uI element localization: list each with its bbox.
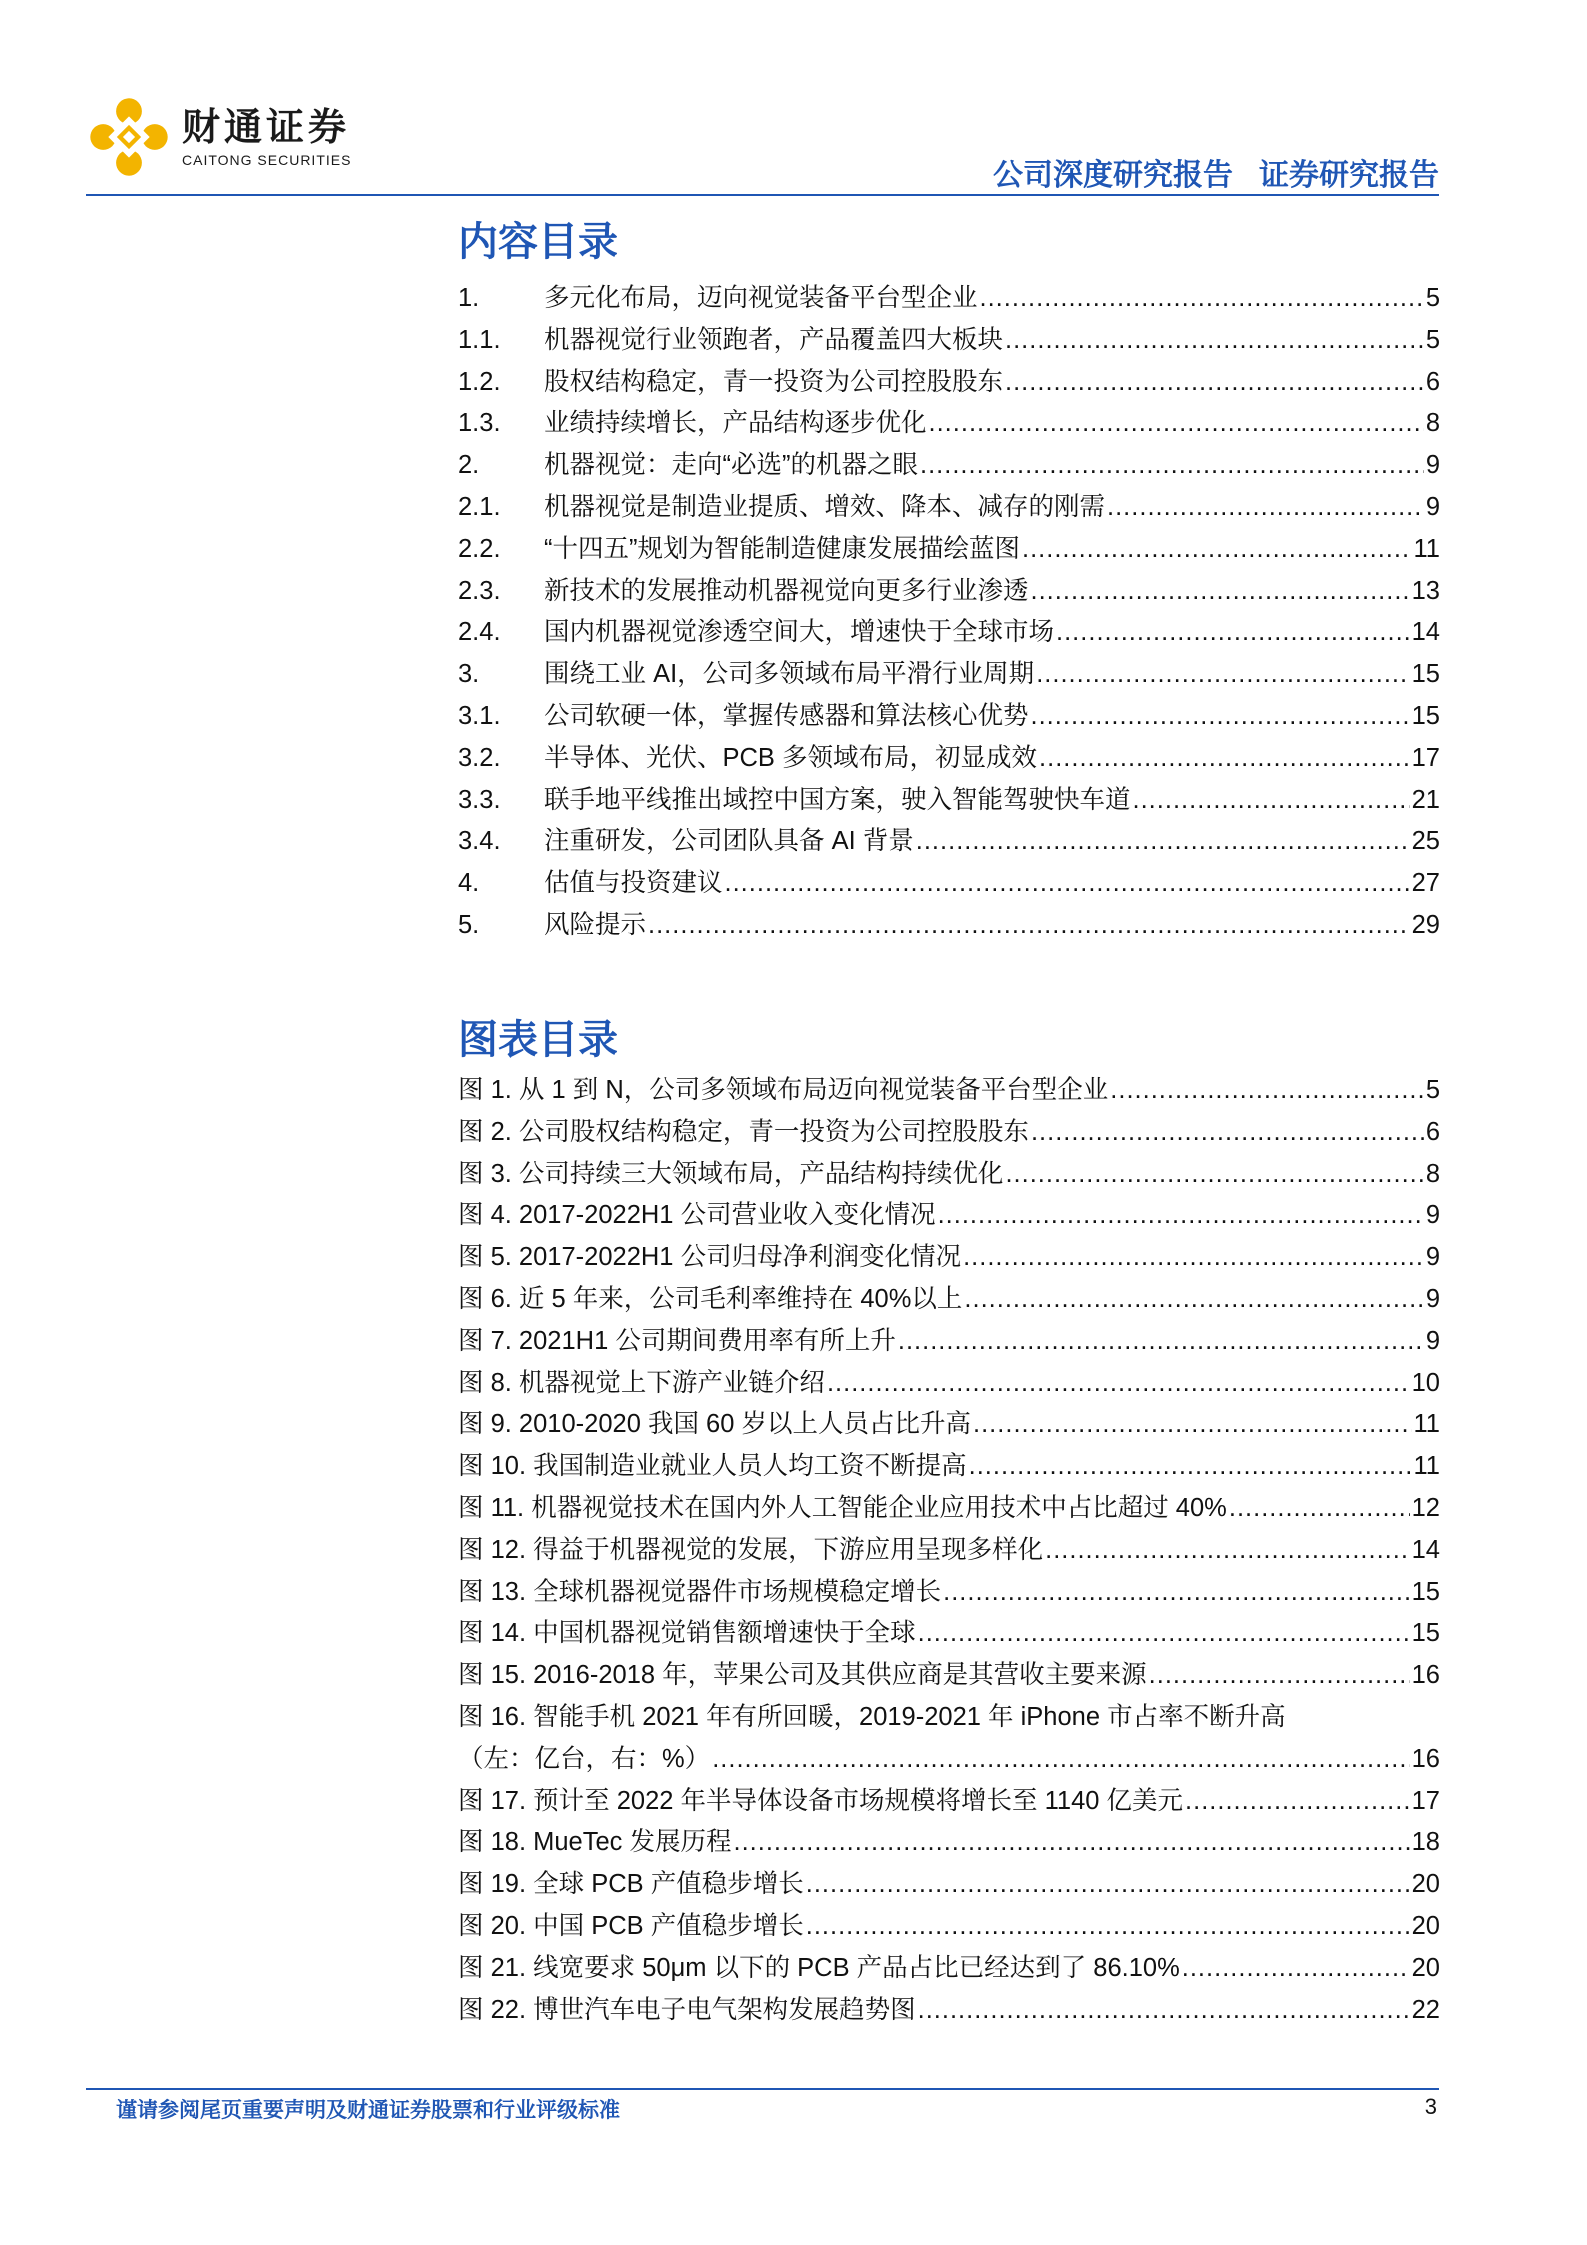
toc-entry-number: 2. <box>458 451 480 480</box>
figure-entry-page: 8 <box>1425 1159 1440 1188</box>
figure-entry[interactable] <box>458 1948 1440 1990</box>
figure-entry-title-line1: 图 16. 智能手机 2021 年有所回暖，2019-2021 年 iPhone 市占率不断升高 <box>458 1702 1286 1731</box>
figure-entry-page: 20 <box>1411 1953 1440 1982</box>
figure-entry[interactable] <box>458 1363 1440 1405</box>
toc-leader-dots <box>1005 1154 1423 1196</box>
figure-entry-title: 图 21. 线宽要求 50μm 以下的 PCB 产品占比已经达到了 86.10% <box>458 1953 1180 1982</box>
figure-entry-page: 11 <box>1413 1452 1440 1481</box>
figure-entry-title: 图 3. 公司持续三大领域布局，产品结构持续优化 <box>458 1159 1004 1188</box>
figure-entry-page: 9 <box>1425 1284 1440 1313</box>
figure-entry-title: 图 1. 从 1 到 N，公司多领域布局迈向视觉装备平台型企业 <box>458 1076 1109 1104</box>
figure-entry[interactable] <box>458 1864 1440 1906</box>
toc-entry-title: 机器视觉行业领跑者，产品覆盖四大板块 <box>544 325 1004 354</box>
toc-entry[interactable] <box>458 487 1440 529</box>
toc-entry-title: 机器视觉：走向“必选”的机器之眼 <box>544 451 918 480</box>
toc-leader-dots <box>973 1404 1412 1446</box>
toc-leader-dots <box>1036 654 1409 696</box>
toc-leader-dots <box>898 1321 1424 1363</box>
figure-entry-page: 18 <box>1411 1828 1440 1857</box>
figure-entry-page: 5 <box>1425 1076 1440 1104</box>
toc-leader-dots <box>1022 529 1412 571</box>
contents-list <box>458 278 1440 947</box>
toc-entry-title: 联手地平线推出域控中国方案，驶入智能驾驶快车道 <box>544 785 1131 814</box>
figure-entry-page: 16 <box>1411 1661 1440 1690</box>
toc-entry-page: 8 <box>1425 409 1440 438</box>
figure-entry-page: 17 <box>1411 1786 1440 1815</box>
toc-entry[interactable] <box>458 571 1440 613</box>
toc-leader-dots <box>1107 487 1424 529</box>
toc-leader-dots <box>712 1739 1409 1781</box>
toc-leader-dots <box>734 1822 1410 1864</box>
figure-entry-title: 图 11. 机器视觉技术在国内外人工智能企业应用技术中占比超过 40% <box>458 1493 1227 1522</box>
figure-entry[interactable] <box>458 1154 1440 1196</box>
toc-entry[interactable] <box>458 612 1440 654</box>
toc-leader-dots <box>806 1906 1410 1948</box>
figure-entry[interactable] <box>458 1572 1440 1614</box>
toc-entry-title: 估值与投资建议 <box>544 869 723 898</box>
toc-entry-page: 5 <box>1425 284 1440 312</box>
toc-entry-number: 1.3. <box>458 409 501 438</box>
toc-entry[interactable] <box>458 696 1440 738</box>
toc-entry-page: 25 <box>1411 827 1440 856</box>
footer-divider <box>86 2088 1439 2090</box>
figure-entry-title: 图 7. 2021H1 公司期间费用率有所上升 <box>458 1326 896 1355</box>
toc-entry[interactable] <box>458 738 1440 780</box>
toc-leader-dots <box>938 1195 1424 1237</box>
figure-entry-title: 图 15. 2016-2018 年，苹果公司及其供应商是其营收主要来源 <box>458 1661 1147 1690</box>
toc-entry-page: 15 <box>1411 660 1440 689</box>
toc-entry-number: 3.1. <box>458 701 501 730</box>
figures-list <box>458 1070 1440 2031</box>
figure-entry[interactable] <box>458 1237 1440 1279</box>
header-divider <box>86 194 1439 196</box>
figure-entry-title: 图 18. MueTec 发展历程 <box>458 1828 732 1857</box>
toc-entry[interactable] <box>458 403 1440 445</box>
figure-entry-page: 9 <box>1425 1243 1440 1272</box>
toc-leader-dots <box>1031 696 1410 738</box>
figure-entry-continued <box>458 1739 1440 1781</box>
figure-entry-title: 图 17. 预计至 2022 年半导体设备市场规模将增长至 1140 亿美元 <box>458 1786 1184 1815</box>
toc-entry[interactable] <box>458 445 1440 487</box>
figure-entry-title: 图 19. 全球 PCB 产值稳步增长 <box>458 1870 804 1899</box>
toc-entry-page: 9 <box>1425 492 1440 521</box>
figure-entry-title: 图 9. 2010-2020 我国 60 岁以上人员占比升高 <box>458 1410 972 1439</box>
toc-entry-title: 围绕工业 AI，公司多领域布局平滑行业周期 <box>544 660 1035 689</box>
toc-entry[interactable] <box>458 863 1440 905</box>
toc-leader-dots <box>1110 1070 1424 1112</box>
figure-entry[interactable] <box>458 1530 1440 1572</box>
toc-leader-dots <box>1182 1948 1410 1990</box>
figure-entry[interactable] <box>458 1488 1440 1530</box>
report-type: 公司深度研究报告 <box>993 159 1233 192</box>
toc-entry-number: 3.2. <box>458 743 501 772</box>
contents-title: 内容目录 <box>458 220 618 264</box>
toc-leader-dots <box>1039 738 1410 780</box>
toc-leader-dots <box>1185 1781 1410 1823</box>
toc-entry-title: 半导体、光伏、PCB 多领域布局，初显成效 <box>544 743 1038 772</box>
figure-entry[interactable] <box>458 1321 1440 1363</box>
figure-entry-page: 16 <box>1411 1744 1440 1773</box>
figure-entry-page: 20 <box>1411 1911 1440 1940</box>
figure-entry-page: 12 <box>1411 1493 1440 1522</box>
toc-entry-number: 2.4. <box>458 618 501 647</box>
toc-entry-title: 业绩持续增长，产品结构逐步优化 <box>544 409 927 438</box>
figure-entry[interactable] <box>458 1404 1440 1446</box>
report-header <box>993 150 1439 194</box>
toc-entry-page: 13 <box>1411 576 1440 605</box>
figure-entry-page: 20 <box>1411 1870 1440 1899</box>
toc-leader-dots <box>943 1572 1410 1614</box>
toc-leader-dots <box>918 1990 1410 2032</box>
figure-entry[interactable] <box>458 1990 1440 2032</box>
toc-entry-page: 5 <box>1425 325 1440 354</box>
toc-leader-dots <box>1045 1530 1410 1572</box>
figure-entry[interactable] <box>458 1112 1440 1154</box>
toc-entry-title: 多元化布局，迈向视觉装备平台型企业 <box>544 284 978 312</box>
toc-entry-title: 注重研发，公司团队具备 AI 背景 <box>544 827 914 856</box>
toc-entry-title: 公司软硬一体，掌握传感器和算法核心优势 <box>544 701 1029 730</box>
toc-leader-dots <box>725 863 1410 905</box>
toc-entry-number: 2.1. <box>458 492 501 521</box>
figure-entry-title: 图 6. 近 5 年来，公司毛利率维持在 40%以上 <box>458 1284 963 1313</box>
toc-entry[interactable] <box>458 821 1440 863</box>
report-kind: 证券研究报告 <box>1259 159 1439 192</box>
toc-entry-number: 1.2. <box>458 367 501 396</box>
toc-entry-page: 27 <box>1411 869 1440 898</box>
toc-leader-dots <box>916 821 1410 863</box>
toc-leader-dots <box>1056 612 1410 654</box>
figures-title: 图表目录 <box>458 1018 618 1062</box>
toc-entry-title: 风险提示 <box>544 910 647 939</box>
toc-entry-page: 15 <box>1411 701 1440 730</box>
toc-entry[interactable] <box>458 905 1440 947</box>
figure-entry-title: 图 2. 公司股权结构稳定，青一投资为公司控股股东 <box>458 1117 1029 1146</box>
toc-entry-page: 6 <box>1425 367 1440 396</box>
page-number: 3 <box>1424 2094 1437 2119</box>
logo-en-text: CAITONG SECURITIES <box>182 152 352 168</box>
figure-entry[interactable] <box>458 1613 1440 1655</box>
toc-entry-title: 机器视觉是制造业提质、增效、降本、减存的刚需 <box>544 492 1106 521</box>
toc-entry[interactable] <box>458 529 1440 571</box>
toc-leader-dots <box>964 1279 1423 1321</box>
toc-entry-number: 4. <box>458 869 480 898</box>
figure-entry[interactable] <box>458 1279 1440 1321</box>
toc-entry[interactable] <box>458 278 1440 320</box>
toc-entry-number: 5. <box>458 910 480 939</box>
figure-entry-page: 14 <box>1411 1535 1440 1564</box>
toc-entry-page: 17 <box>1411 743 1440 772</box>
figure-entry[interactable] <box>458 1655 1440 1697</box>
toc-entry[interactable] <box>458 320 1440 362</box>
toc-leader-dots <box>929 403 1424 445</box>
figure-entry[interactable] <box>458 1906 1440 1948</box>
toc-leader-dots <box>1005 320 1424 362</box>
toc-leader-dots <box>1149 1655 1410 1697</box>
figure-entry[interactable] <box>458 1446 1440 1488</box>
toc-entry-title: 国内机器视觉渗透空间大，增速快于全球市场 <box>544 618 1055 647</box>
toc-entry-number: 3. <box>458 660 480 689</box>
figure-entry-title: 图 8. 机器视觉上下游产业链介绍 <box>458 1368 825 1397</box>
figure-entry-page: 10 <box>1411 1368 1440 1397</box>
figure-entry-page: 15 <box>1411 1619 1440 1648</box>
figure-entry-title: 图 4. 2017-2022H1 公司营业收入变化情况 <box>458 1201 936 1230</box>
toc-entry-page: 11 <box>1413 534 1440 563</box>
figure-entry-title: 图 22. 博世汽车电子电气架构发展趋势图 <box>458 1995 916 2024</box>
toc-entry-number: 3.4. <box>458 827 501 856</box>
figure-entry-page: 9 <box>1425 1326 1440 1355</box>
toc-leader-dots <box>918 1613 1410 1655</box>
figure-entry[interactable] <box>458 1822 1440 1864</box>
figure-entry-page: 6 <box>1425 1117 1440 1146</box>
toc-entry-page: 29 <box>1411 910 1440 939</box>
figure-entry-title: 图 14. 中国机器视觉销售额增速快于全球 <box>458 1619 916 1648</box>
figure-entry-page: 15 <box>1411 1577 1440 1606</box>
toc-entry-number: 3.3. <box>458 785 501 814</box>
toc-entry-number: 2.3. <box>458 576 501 605</box>
toc-entry-page: 9 <box>1425 451 1440 480</box>
toc-entry[interactable] <box>458 654 1440 696</box>
toc-entry-page: 21 <box>1411 785 1440 814</box>
figure-entry-page: 11 <box>1413 1410 1440 1439</box>
toc-leader-dots <box>806 1864 1410 1906</box>
figure-entry-title: 图 10. 我国制造业就业人员人均工资不断提高 <box>458 1452 967 1481</box>
toc-leader-dots <box>827 1363 1410 1405</box>
caitong-logo-icon <box>86 94 172 180</box>
toc-leader-dots <box>963 1237 1424 1279</box>
toc-entry-page: 14 <box>1411 618 1440 647</box>
toc-entry-title: 新技术的发展推动机器视觉向更多行业渗透 <box>544 576 1029 605</box>
toc-entry-number: 1. <box>458 284 480 312</box>
toc-leader-dots <box>1031 571 1410 613</box>
toc-entry-number: 2.2. <box>458 534 501 563</box>
figure-entry-title: 图 13. 全球机器视觉器件市场规模稳定增长 <box>458 1577 942 1606</box>
toc-entry-title: “十四五”规划为智能制造健康发展描绘蓝图 <box>544 534 1020 563</box>
figure-entry[interactable] <box>458 1697 1440 1739</box>
figure-entry-title: 图 5. 2017-2022H1 公司归母净利润变化情况 <box>458 1243 962 1272</box>
toc-leader-dots <box>1005 362 1424 404</box>
toc-leader-dots <box>1133 780 1410 822</box>
figure-entry[interactable] <box>458 1070 1440 1112</box>
figure-entry[interactable] <box>458 1195 1440 1237</box>
company-logo <box>86 94 351 180</box>
figure-entry-title: 图 20. 中国 PCB 产值稳步增长 <box>458 1911 804 1940</box>
toc-leader-dots <box>1229 1488 1410 1530</box>
toc-entry[interactable] <box>458 780 1440 822</box>
figure-entry-title-line2: （左：亿台，右：%） <box>458 1744 711 1773</box>
toc-entry-number: 1.1. <box>458 325 501 354</box>
figure-entry-page: 22 <box>1411 1995 1440 2024</box>
logo-cn-text: 财通证券 <box>182 107 351 149</box>
figure-entry-title: 图 12. 得益于机器视觉的发展，下游应用呈现多样化 <box>458 1535 1044 1564</box>
toc-leader-dots <box>980 278 1424 320</box>
toc-entry[interactable] <box>458 362 1440 404</box>
toc-leader-dots <box>1031 1112 1424 1154</box>
figure-entry[interactable] <box>458 1781 1440 1823</box>
toc-leader-dots <box>969 1446 1412 1488</box>
figure-entry-page: 9 <box>1425 1201 1440 1230</box>
footer-disclaimer: 谨请参阅尾页重要声明及财通证券股票和行业评级标准 <box>116 2099 620 2122</box>
toc-leader-dots <box>920 445 1424 487</box>
toc-entry-title: 股权结构稳定，青一投资为公司控股股东 <box>544 367 1004 396</box>
toc-leader-dots <box>648 905 1410 947</box>
